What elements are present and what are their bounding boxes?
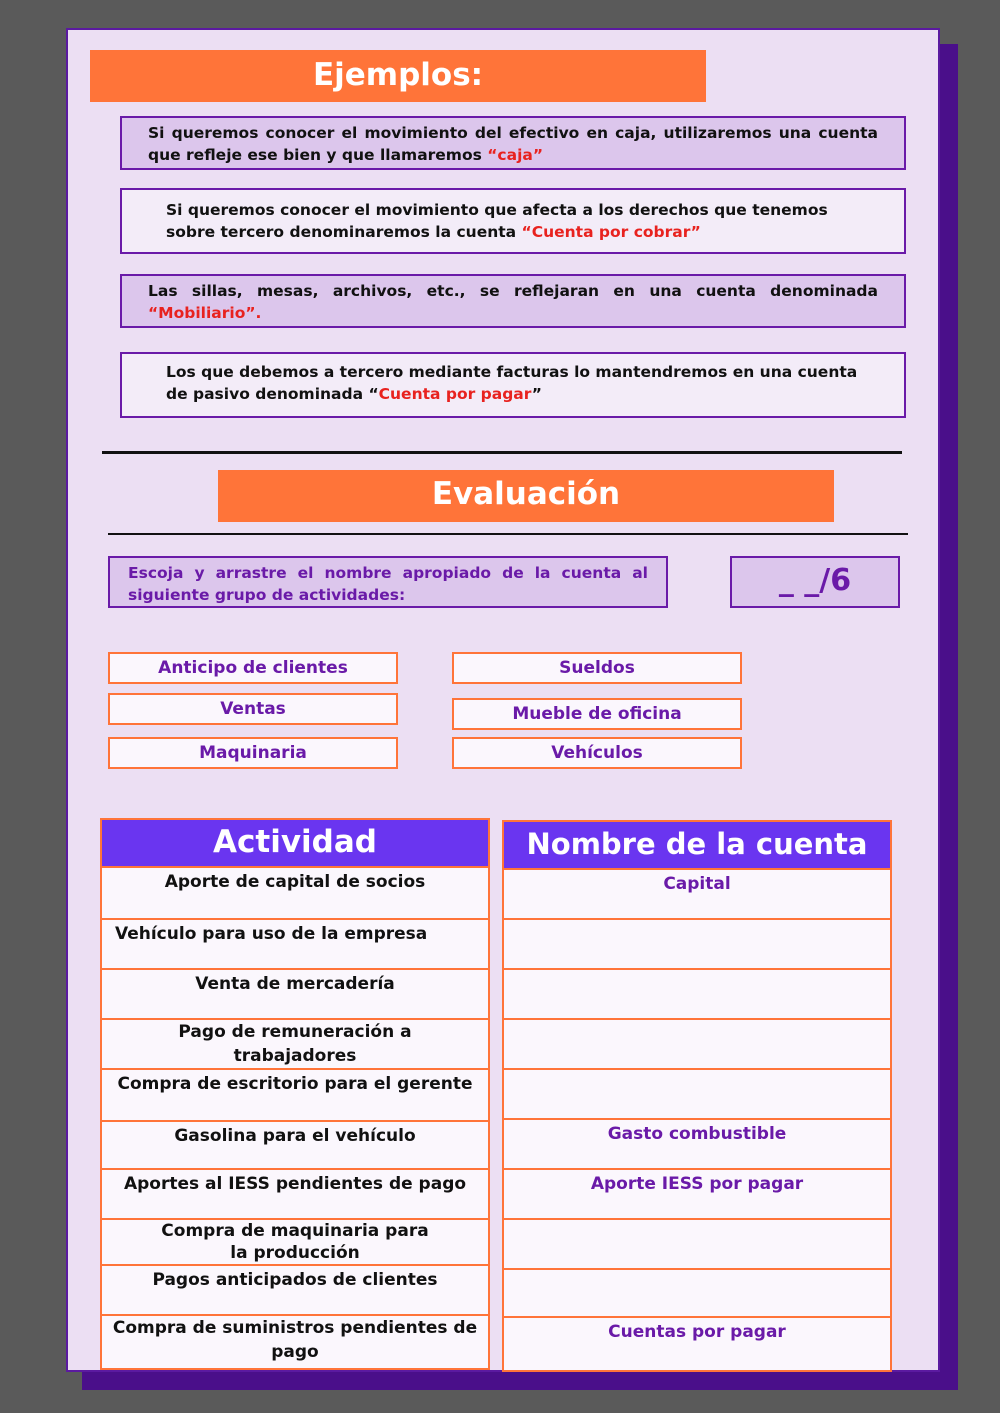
example-highlight: “caja” xyxy=(487,146,544,164)
activity-cell: Venta de mercadería xyxy=(100,970,490,1020)
answer-cell[interactable] xyxy=(502,920,892,970)
evaluacion-banner: Evaluación xyxy=(218,470,834,522)
example-tail: ” xyxy=(531,385,542,403)
activity-cell: Aporte de capital de socios xyxy=(100,868,490,920)
answer-cell[interactable] xyxy=(502,1070,892,1120)
answer-cell[interactable]: Gasto combustible xyxy=(502,1120,892,1170)
option-chip[interactable]: Sueldos xyxy=(452,652,742,684)
activity-cell: Aportes al IESS pendientes de pago xyxy=(100,1170,490,1220)
activity-cell: Compra de suministros pendientes de pago xyxy=(100,1316,490,1370)
example-cuenta-por-cobrar xyxy=(120,188,906,254)
example-text: Si queremos conocer el movimiento que afecta a los derechos que tenemos sobre tercero denominaremos la cuenta xyxy=(166,201,828,241)
answer-cell[interactable]: Capital xyxy=(502,870,892,920)
divider-top xyxy=(102,451,902,454)
example-text: Las sillas, mesas, archivos, etc., se reflejaran en una cuenta denominada xyxy=(148,282,878,300)
account-header: Nombre de la cuenta xyxy=(502,820,892,870)
activity-cell: Compra de maquinaria para la producción xyxy=(100,1220,490,1266)
ejemplos-banner: Ejemplos: xyxy=(90,50,706,102)
example-text: Los que debemos a tercero mediante facturas lo mantendremos en una cuenta de pasivo denominada “ xyxy=(166,363,858,403)
activity-header: Actividad xyxy=(100,818,490,868)
activity-cell: Vehículo para uso de la empresa xyxy=(100,920,490,970)
worksheet-page xyxy=(66,28,940,1372)
activity-cell: Compra de escritorio para el gerente xyxy=(100,1070,490,1122)
activity-cell: Pago de remuneración a trabajadores xyxy=(100,1020,490,1070)
answer-cell[interactable] xyxy=(502,1270,892,1318)
example-caja xyxy=(120,116,906,170)
example-highlight: “Cuenta por cobrar” xyxy=(521,223,701,241)
option-chip[interactable]: Ventas xyxy=(108,693,398,725)
example-highlight: “Mobiliario”. xyxy=(148,304,262,322)
example-highlight: Cuenta por pagar xyxy=(378,385,532,403)
option-chip[interactable]: Anticipo de clientes xyxy=(108,652,398,684)
option-chip[interactable]: Vehículos xyxy=(452,737,742,769)
example-cuenta-por-pagar xyxy=(120,352,906,418)
answer-cell[interactable] xyxy=(502,1020,892,1070)
activity-cell: Gasolina para el vehículo xyxy=(100,1122,490,1170)
answer-cell[interactable] xyxy=(502,1220,892,1270)
example-mobiliario xyxy=(120,274,906,328)
instruction-box: Escoja y arrastre el nombre apropiado de la cuenta al siguiente grupo de actividades: xyxy=(108,556,668,608)
answer-cell[interactable]: Aporte IESS por pagar xyxy=(502,1170,892,1220)
option-chip[interactable]: Mueble de oficina xyxy=(452,698,742,730)
option-chip[interactable]: Maquinaria xyxy=(108,737,398,769)
score-box: _ _/6 xyxy=(730,556,900,608)
example-text: Si queremos conocer el movimiento del efectivo en caja, utilizaremos una cuenta que refleje ese bien y que llamaremos xyxy=(148,124,878,164)
divider-bottom xyxy=(108,533,908,535)
answer-cell[interactable]: Cuentas por pagar xyxy=(502,1318,892,1372)
answer-cell[interactable] xyxy=(502,970,892,1020)
activity-cell: Pagos anticipados de clientes xyxy=(100,1266,490,1316)
